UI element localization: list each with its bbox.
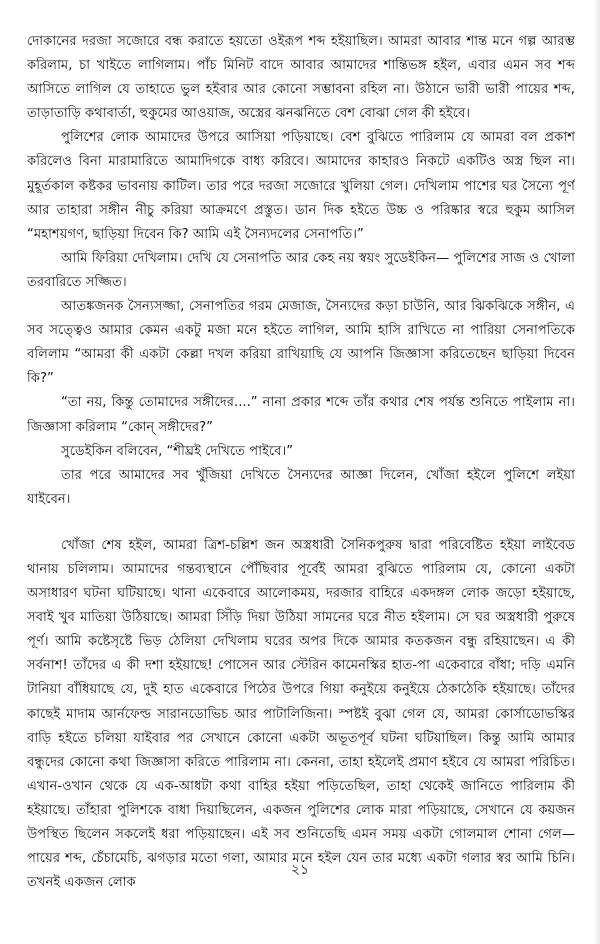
book-page-text	[27, 30, 575, 910]
paragraph: দোকানের দরজা সজোরে বন্ধ করাতে হয়তো ওইরূপ শব্দ হইয়াছিল। আমরা আবার শান্ত মনে গল্প আরম্ভ করিলাম, চা খাইতে লাগিলাম। পাঁচ মিনিট বাদে আবার আমাদের শান্তিভঙ্গ হইল, এবার এমন সব শব্দ আসিতে লাগিল যে তাহাতে ভুল হইবার আর কোনো সম্ভাবনা রহিল না। উঠানে ভারী ভারী পায়ের শব্দ, তাড়াতাড়ি কথাবার্তা, হুকুমের আওয়াজ, অস্ত্রের ঝনঝনিতে বেশ বোঝা গেল কী হইবে।	[27, 34, 575, 122]
paragraph: খোঁজা শেষ হইল, আমরা ত্রিশ-চল্লিশ জন অস্ত্রধারী সৈনিকপুরুষ দ্বারা পরিবেষ্টিত হইয়া লাইবেড থানায় চলিলাম। আমাদের গন্তব্যস্থানে পৌঁছিবার পূর্বেই আমরা বুঝিতে পারিলাম যে, কোনো একটা অসাধারণ ঘটনা ঘটিয়াছে। থানা একেবারে আলোকময়, দরজার বাহিরে একদঙ্গল লোক জড়ো হইয়াছে, সবাই খুব মাতিয়া উঠিয়াছে। আমরা সিঁড়ি দিয়া উঠিয়া সামনের ঘরে নীত হইলাম। সে ঘর অস্ত্রধারী পুরুষে পূর্ণ। আমি কষ্টেসৃষ্টে ভিড় ঠেলিয়া দেখিলাম ঘরের অপর দিকে আমার কতকজন বন্ধু রহিয়াছেন। এ কী সর্বনাশ! তাঁদের এ কী দশা হইয়াছে! পোসেন আর স্টেরিন কামেনস্কির হাত-পা একেবারে বাঁধা; দড়ি এমনি টানিয়া বাঁধিয়াছে যে, দুই হাত একেবারে পিঠের উপরে গিয়া কনুইয়ে কনুইয়ে ঠেকাঠেকি হইয়াছে। তাঁদের কাছেই মাদাম আর্নফেল্ড সারানডোভিচ আর পাটালিজিনা। স্পষ্টই বুঝা গেল যে, আমরা কোর্সাডোভস্কির বাড়ি হইতে চলিয়া যাইবার পর সেখানে কোনো একটা অভূতপূর্ব ঘটনা ঘটিয়াছিল। কিন্তু আমি আমার বন্ধুদের কোনো কথা জিজ্ঞাসা করিতে পারিলাম না। কেননা, তাহা হইলেই প্রমাণ হইবে যে আমরা পরিচিত। এখান-ওখান থেকে যে এক-আধটা কথা বাহির হইয়া পড়িতেছিল, তাহা থেকেই জানিতে পারিলাম কী হইয়াছে। তাঁহারা পুলিশকে বাধা দিয়াছিলেন, একজন পুলিশের লোক মারা পড়িয়াছে, সেখানে যে কয়জন উপস্থিত ছিলেন সকলেই ধরা পড়িয়াছেন। এই সব শুনিতেছি এমন সময় একটা গোলমাল শোনা গেল—পায়ের শব্দ, চেঁচামেচি, ঝগড়ার মতো গলা, আমার মনে হইল যেন তার মধ্যে একটা গলার স্বর আমি চিনি। তখনই একজন লোক	[27, 537, 575, 891]
paragraph: আতঙ্কজনক সৈন্যসজ্জা, সেনাপতির গরম মেজাজ, সৈন্যদের কড়া চাউনি, আর ঝিকঝিকে সঙ্গীন, এ সব সত্ত্বেও আমার কেমন একটু মজা মনে হইতে লাগিল, আমি হাসি রাখিতে না পারিয়া সেনাপতিকে বলিলাম “আমরা কী একটা কেল্লা দখল করিয়া রাখিয়াছি যে আপনি জিজ্ঞাসা করিতেছেন ছাড়িয়া দিবেন কি?”	[27, 299, 575, 387]
paragraph: “তা নয়, কিন্তু তোমাদের সঙ্গীদের....” নানা প্রকার শব্দে তাঁর কথার শেষ পর্যন্ত শুনিতে পাইলাম না। জিজ্ঞাসা করিলাম “কোন্ সঙ্গীদের?”	[27, 395, 575, 435]
page-number: ২১	[290, 862, 310, 878]
paragraph: পুলিশের লোক আমাদের উপরে আসিয়া পড়িয়াছে। বেশ বুঝিতে পারিলাম যে আমরা বল প্রকাশ করিলেও বিনা মারামারিতে আমাদিগকে বাধ্য করিবে। আমাদের কাহারও নিকটে একটিও অস্ত্র ছিল না। মুহূর্তকাল কষ্টকর ভাবনায় কাটিল। তার পরে দরজা সজোরে খুলিয়া গেল। দেখিলাম পাশের ঘর সৈন্যে পূর্ণ আর তাহারা সঙ্গীন নীচু করিয়া আক্রমণে প্রস্তুত। ডান দিক হইতে উচ্চ ও পরিষ্কার স্বরে হুকুম আসিল “মহাশয়গণ, ছাড়িয়া দিবেন কি? আমি এই সৈন্যদলের সেনাপতি।”	[27, 130, 575, 242]
paragraph: সুডেইকিন বলিবেন, “শীঘ্রই দেখিতে পাইবে।”	[61, 443, 294, 459]
paragraph: আমি ফিরিয়া দেখিলাম। দেখি যে সেনাপতি আর কেহ নয় স্বয়ং সুডেইকিন— পুলিশের সাজ ও খোলা তরবারিতে সজ্জিত।	[27, 250, 575, 290]
scan-shadow-edge	[594, 0, 600, 944]
paragraph: তার পরে আমাদের সব খুঁজিয়া দেখিতে সৈন্যদের আজ্ঞা দিলেন, খোঁজা হইলে পুলিশে লইয়া যাইবেন।	[27, 467, 575, 507]
